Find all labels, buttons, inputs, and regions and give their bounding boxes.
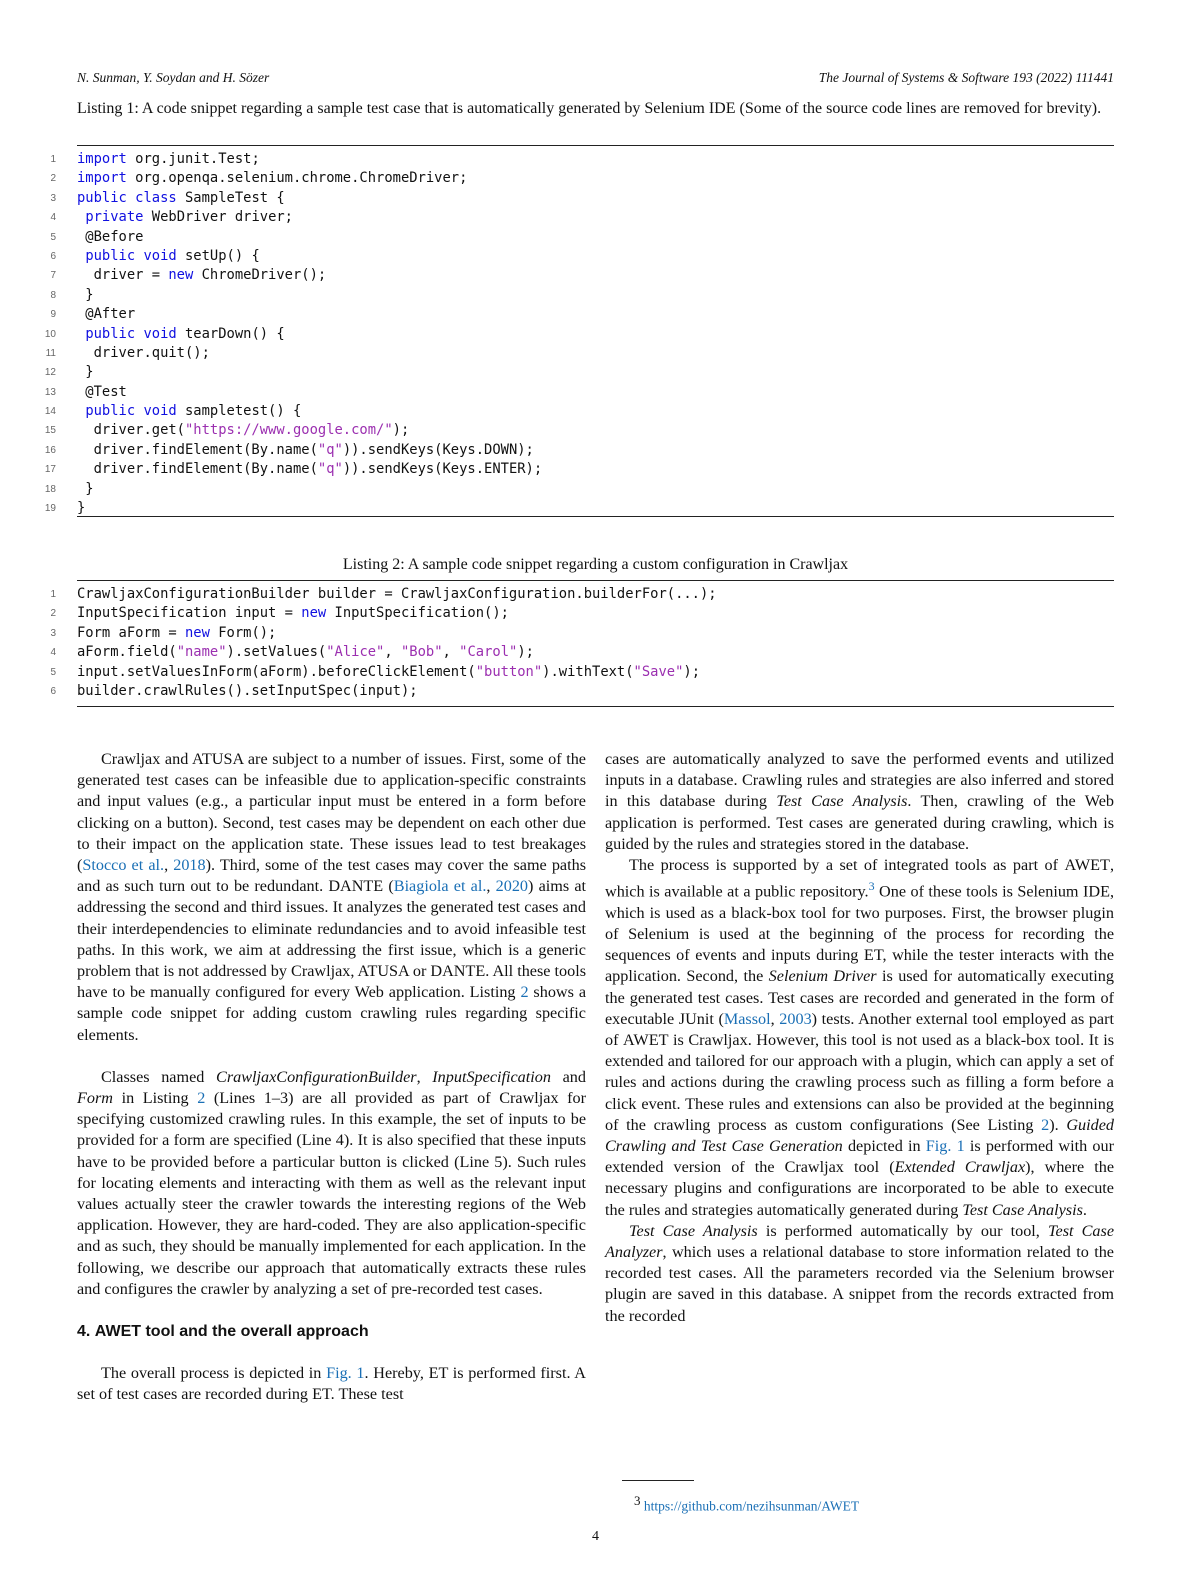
code-text: } <box>77 364 94 381</box>
page-number: 4 <box>592 1529 599 1544</box>
listing-1-line <box>0 441 1114 460</box>
code-text: builder.crawlRules().setInputSpec(input); <box>77 682 418 699</box>
listing-1-code <box>0 150 1114 518</box>
line-number: 11 <box>45 347 56 359</box>
line-number: 1 <box>50 589 56 600</box>
line-number: 2 <box>50 173 56 185</box>
line-number: 19 <box>44 503 56 515</box>
left-paragraph: Crawljax and ATUSA are subject to a number of issues. First, some of the generated test cases can be infeasible due to application-specific constraints and input values (e.g., a particular input must be entered in a form before clicking on a button). Second, test cases may be dependent on each other due to their impact on the application state. These issues lead to test breakages (Stocco et al., 2018). Third, some of the test cases may cover the same paths and as such turn out to be redundant. DANTE (Biagiola et al., 2020) aims at addressing the second and third issues. It analyzes the generated test cases and their interdependencies to eliminate redundancies and to avoid infeasible test paths. In this work, we aim at addressing the first issue, which is a generic problem that is not addressed by Crawljax, ATUSA or DANTE. All these tools have to be manually configured for every Web application. Listing 2 shows a sample code snippet for adding custom crawling rules regarding specific elements. <box>77 750 587 1044</box>
line-number: 6 <box>50 250 56 262</box>
listing-1-line <box>0 325 1114 344</box>
listing-2-line <box>0 585 1114 604</box>
code-text: private WebDriver driver; <box>85 209 293 226</box>
section-heading: 4. AWET tool and the overall approach <box>77 1323 369 1341</box>
code-text: aForm.field("name").setValues("Alice", "Bob", "Carol"); <box>77 644 534 661</box>
listing-1-line <box>0 286 1114 305</box>
line-number: 16 <box>44 444 56 456</box>
code-text: driver.findElement(By.name("q")).sendKeys(Keys.DOWN); <box>77 441 534 458</box>
right-paragraph: Test Case Analysis is performed automatically by our tool, Test Case Analyzer, which uses a relational database to store information related to the recorded test cases. All the parameters recorded via the Selenium browser plugin are saved in this database. A snippet from the records extracted from the recorded <box>605 1221 1115 1325</box>
code-text: CrawljaxConfigurationBuilder builder = CrawljaxConfiguration.builderFor(...); <box>77 586 717 602</box>
line-number: 12 <box>44 367 56 379</box>
citation-link[interactable]: 2018 <box>173 856 206 875</box>
footnote-link[interactable]: https://github.com/nezihsunman/AWET <box>643 1498 860 1514</box>
line-number: 4 <box>50 647 56 659</box>
listing-1-line <box>0 363 1114 382</box>
code-text: driver.quit(); <box>77 344 210 361</box>
listing-2-top-rule <box>77 580 1114 581</box>
code-text: } <box>77 480 94 497</box>
line-number: 17 <box>44 464 56 476</box>
listing-1-line <box>0 305 1114 324</box>
listing-1-line <box>0 247 1114 266</box>
code-text: public void sampletest() { <box>85 403 302 420</box>
citation-link[interactable]: 2 <box>197 1089 206 1108</box>
listing-1-line <box>0 169 1114 188</box>
listing-1-line <box>0 150 1114 169</box>
line-number: 14 <box>44 406 56 418</box>
line-number: 9 <box>50 309 56 321</box>
footnote-rule <box>622 1480 694 1481</box>
code-text: public void setUp() { <box>85 247 260 264</box>
line-number: 2 <box>50 608 56 620</box>
listing-1-line <box>0 228 1114 247</box>
line-number: 5 <box>50 231 56 243</box>
listing-2-line <box>0 624 1114 643</box>
code-text: driver.findElement(By.name("q")).sendKeys(Keys.ENTER); <box>77 461 543 478</box>
citation-link[interactable]: Fig. 1 <box>925 1137 965 1156</box>
listing-2-code <box>0 585 1114 701</box>
listing-2-bottom-rule <box>77 706 1114 707</box>
line-number: 8 <box>50 289 56 301</box>
code-text: } <box>77 286 94 303</box>
citation-link[interactable]: 2020 <box>495 877 528 896</box>
running-header-authors: N. Sunman, Y. Soydan and H. Sözer <box>77 70 270 85</box>
footnote-ref[interactable]: 3 <box>868 879 875 894</box>
listing-1-line <box>0 421 1114 440</box>
code-text: } <box>77 500 86 517</box>
listing-1-line <box>0 208 1114 227</box>
listing-2-caption: Listing 2: A sample code snippet regarding a custom configuration in Crawljax <box>342 556 849 573</box>
right-paragraph: The process is supported by a set of integrated tools as part of AWET, which is available at a public repository.$^3$ One of these tools is Selenium IDE, which is used as a black-box tool for two purposes. First, the browser plugin of Selenium is used at the beginning of the process for recording the sequences of events and inputs during ET, while the tester interacts with the application. Second, the Selenium Driver is used for automatically executing the generated test cases. Test cases are recorded and generated in the form of executable JUnit (Massol, 2003) tests. Another external tool employed as part of AWET is Crawljax. However, this tool is not used as a black-box tool. It is extended and tailored for our approach with a plugin, which can apply a set of rules and actions during the crawling process such as filling a form before a click event. These rules and extensions can also be provided at the beginning of the crawling process as custom configurations (See Listing 2). Guided Crawling and Test Case Generation depicted in Fig. 1 is performed with our extended version of the Crawljax tool (Extended Crawljax), where the necessary plugins and configurations are incorporated to be able to execute the rules and strategies automatically generated during Test Case Analysis. <box>605 856 1115 1219</box>
citation-link[interactable]: Stocco et al. <box>82 856 165 875</box>
listing-1-line <box>0 383 1114 402</box>
code-text: @Test <box>77 383 127 400</box>
listing-1-line <box>0 480 1114 499</box>
left-text-column <box>77 749 586 1406</box>
left-paragraph: The overall process is depicted in Fig. 1. Hereby, ET is performed first. A set of test cases are recorded during ET. These test <box>77 1364 586 1404</box>
line-number: 18 <box>44 483 56 495</box>
listing-2-line <box>0 663 1114 682</box>
citation-link[interactable]: Fig. 1 <box>326 1364 365 1383</box>
code-text: public class SampleTest { <box>77 189 285 206</box>
right-paragraph: cases are automatically analyzed to save the performed events and utilized inputs in a database. Crawling rules and strategies are also inferred and stored in this database during Test Case Analysis. Then, crawling of the Web application is performed. Test cases are generated during crawling, which is guided by the rules and strategies stored in the database. <box>605 750 1115 853</box>
citation-link[interactable]: Biagiola et al. <box>393 877 487 896</box>
listing-1-bottom-rule <box>77 516 1114 517</box>
footnote <box>634 1493 859 1515</box>
line-number: 6 <box>50 685 56 697</box>
left-paragraph: Classes named CrawljaxConfigurationBuilder, InputSpecification and Form in Listing 2 (Lines 1–3) are all provided as part of Crawljax for specifying customized crawling rules. In this example, the set of inputs to be provided for a form are specified (Line 4). It is also specified that these inputs have to be provided before a particular button is clicked (Line 5). Such rules for locating elements and interacting with them as well as the relevant input values actually steer the crawler towards the interesting regions of the Web application. However, they are hard-coded. They are also application-specific and as such, they should be manually implemented for each application. In the following, we describe our approach that automatically extracts these rules and configures the crawler by analyzing a set of pre-recorded test cases. <box>77 1067 586 1298</box>
line-number: 13 <box>44 386 56 398</box>
code-text: public void tearDown() { <box>85 325 285 342</box>
code-text: import org.junit.Test; <box>77 151 260 167</box>
listing-2-line <box>0 604 1114 623</box>
listing-1-line <box>0 189 1114 208</box>
code-text: @After <box>77 306 136 323</box>
code-text: InputSpecification input = new InputSpecification(); <box>77 605 509 622</box>
citation-link[interactable]: 2003 <box>779 1009 812 1028</box>
listing-1-top-rule <box>77 145 1114 146</box>
line-number: 3 <box>50 192 56 204</box>
citation-link[interactable]: 2 <box>1041 1115 1050 1134</box>
code-text: driver = new ChromeDriver(); <box>77 267 327 284</box>
citation-link[interactable]: Massol <box>723 1009 771 1028</box>
listing-1-line <box>0 266 1114 285</box>
code-text: import org.openqa.selenium.chrome.ChromeDriver; <box>77 170 468 187</box>
footnote-number: 3 <box>634 1493 641 1508</box>
listing-1-line <box>0 344 1114 363</box>
listing-1-line <box>0 460 1114 479</box>
code-text: input.setValuesInForm(aForm).beforeClickElement("button").withText("Save"); <box>77 663 701 680</box>
line-number: 5 <box>50 666 56 678</box>
code-text: driver.get("https://www.google.com/"); <box>77 422 410 439</box>
listing-1-caption: Listing 1: A code snippet regarding a sample test case that is automatically generated by Selenium IDE (Some of the source code lines are removed for brevity). <box>77 100 1102 117</box>
line-number: 15 <box>44 425 56 437</box>
citation-link[interactable]: 2 <box>520 983 529 1002</box>
running-header-journal: The Journal of Systems & Software 193 (2022) 111441 <box>818 70 1114 85</box>
line-number: 4 <box>50 212 56 224</box>
line-number: 3 <box>50 627 56 639</box>
code-text: @Before <box>77 228 144 245</box>
line-number: 7 <box>50 270 56 282</box>
line-number: 10 <box>44 328 56 340</box>
listing-1-line <box>0 402 1114 421</box>
line-number: 1 <box>50 154 56 165</box>
right-text-column <box>605 749 1114 1327</box>
listing-2-line <box>0 682 1114 701</box>
code-text: Form aForm = new Form(); <box>77 624 277 641</box>
listing-2-line <box>0 643 1114 662</box>
